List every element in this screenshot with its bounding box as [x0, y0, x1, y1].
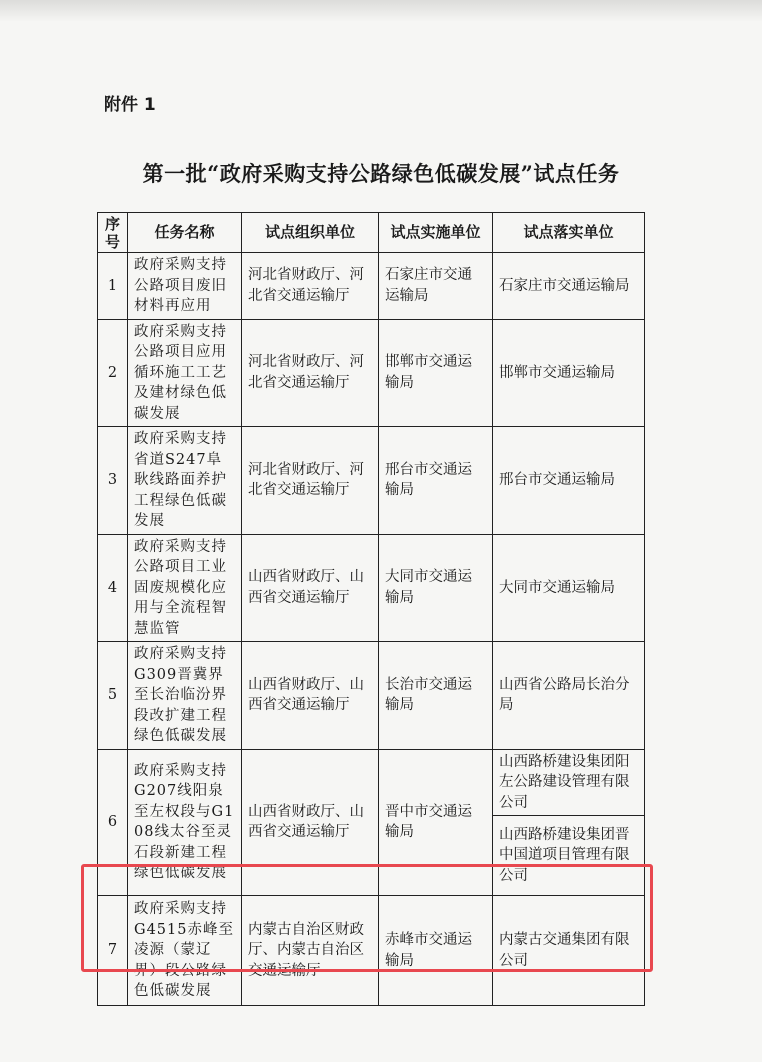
row-task-name: 政府采购支持公路项目应用循环施工工艺及建材绿色低碳发展: [128, 319, 242, 427]
document-title: 第一批“政府采购支持公路绿色低碳发展”试点任务: [142, 161, 620, 186]
table-row: [98, 534, 645, 642]
table-row: [98, 642, 645, 750]
row-organizer: 山西省财政厅、山西省交通运输厅: [242, 749, 379, 896]
table-row: [98, 253, 645, 320]
row-implementer: 邢台市交通运输局: [379, 427, 493, 535]
row-implementer: 赤峰市交通运输局: [379, 896, 493, 1006]
row-seq: 2: [98, 319, 128, 427]
header-executor: 试点落实单位: [493, 213, 645, 253]
row-implementer: 长治市交通运输局: [379, 642, 493, 750]
row-executor: 邢台市交通运输局: [493, 427, 645, 535]
row-seq: 5: [98, 642, 128, 750]
table-row: [98, 319, 645, 427]
row-seq: 7: [98, 896, 128, 1006]
row-seq: 1: [98, 253, 128, 320]
row-task-name: 政府采购支持G207线阳泉至左权段与G108线太谷至灵石段新建工程绿色低碳发展: [128, 749, 242, 896]
row-task-name: 政府采购支持省道S247阜耿线路面养护工程绿色低碳发展: [128, 427, 242, 535]
row-implementer: 晋中市交通运输局: [379, 749, 493, 896]
row-executor: 山西省公路局长治分局: [493, 642, 645, 750]
row-implementer: 邯郸市交通运输局: [379, 319, 493, 427]
row-organizer: 山西省财政厅、山西省交通运输厅: [242, 534, 379, 642]
row-task-name: 政府采购支持公路项目废旧材料再应用: [128, 253, 242, 320]
row-seq: 4: [98, 534, 128, 642]
table-row: [98, 749, 645, 816]
row-7-highlight-box: [81, 864, 653, 972]
row-executor: 山西路桥建设集团阳左公路建设管理有限公司: [493, 749, 645, 816]
row-task-name: 政府采购支持G309晋冀界至长治临汾界段改扩建工程绿色低碳发展: [128, 642, 242, 750]
row-task-name: 政府采购支持G4515赤峰至凌源（蒙辽界）段公路绿色低碳发展: [128, 896, 242, 1006]
row-organizer: 河北省财政厅、河北省交通运输厅: [242, 253, 379, 320]
table-header-row: [98, 213, 645, 253]
row-implementer: 石家庄市交通运输局: [379, 253, 493, 320]
header-organizer: 试点组织单位: [242, 213, 379, 253]
table-row: [98, 427, 645, 535]
row-organizer: 山西省财政厅、山西省交通运输厅: [242, 642, 379, 750]
row-organizer: 河北省财政厅、河北省交通运输厅: [242, 319, 379, 427]
row-executor: 邯郸市交通运输局: [493, 319, 645, 427]
row-executor: 山西路桥建设集团晋中国道项目管理有限公司: [493, 816, 645, 896]
row-task-name: 政府采购支持公路项目工业固废规模化应用与全流程智慧监管: [128, 534, 242, 642]
row-organizer: 河北省财政厅、河北省交通运输厅: [242, 427, 379, 535]
row-implementer: 大同市交通运输局: [379, 534, 493, 642]
annex-label: 附件 1: [104, 95, 156, 115]
row-executor: 内蒙古交通集团有限公司: [493, 896, 645, 1006]
row-executor: 大同市交通运输局: [493, 534, 645, 642]
header-implementer: 试点实施单位: [379, 213, 493, 253]
row-seq: 6: [98, 749, 128, 896]
row-seq: 3: [98, 427, 128, 535]
header-task-name: 任务名称: [128, 213, 242, 253]
page-top-shadow: [0, 0, 762, 22]
row-executor: 石家庄市交通运输局: [493, 253, 645, 320]
row-organizer: 内蒙古自治区财政厅、内蒙古自治区交通运输厅: [242, 896, 379, 1006]
header-seq: 序号: [98, 213, 128, 253]
